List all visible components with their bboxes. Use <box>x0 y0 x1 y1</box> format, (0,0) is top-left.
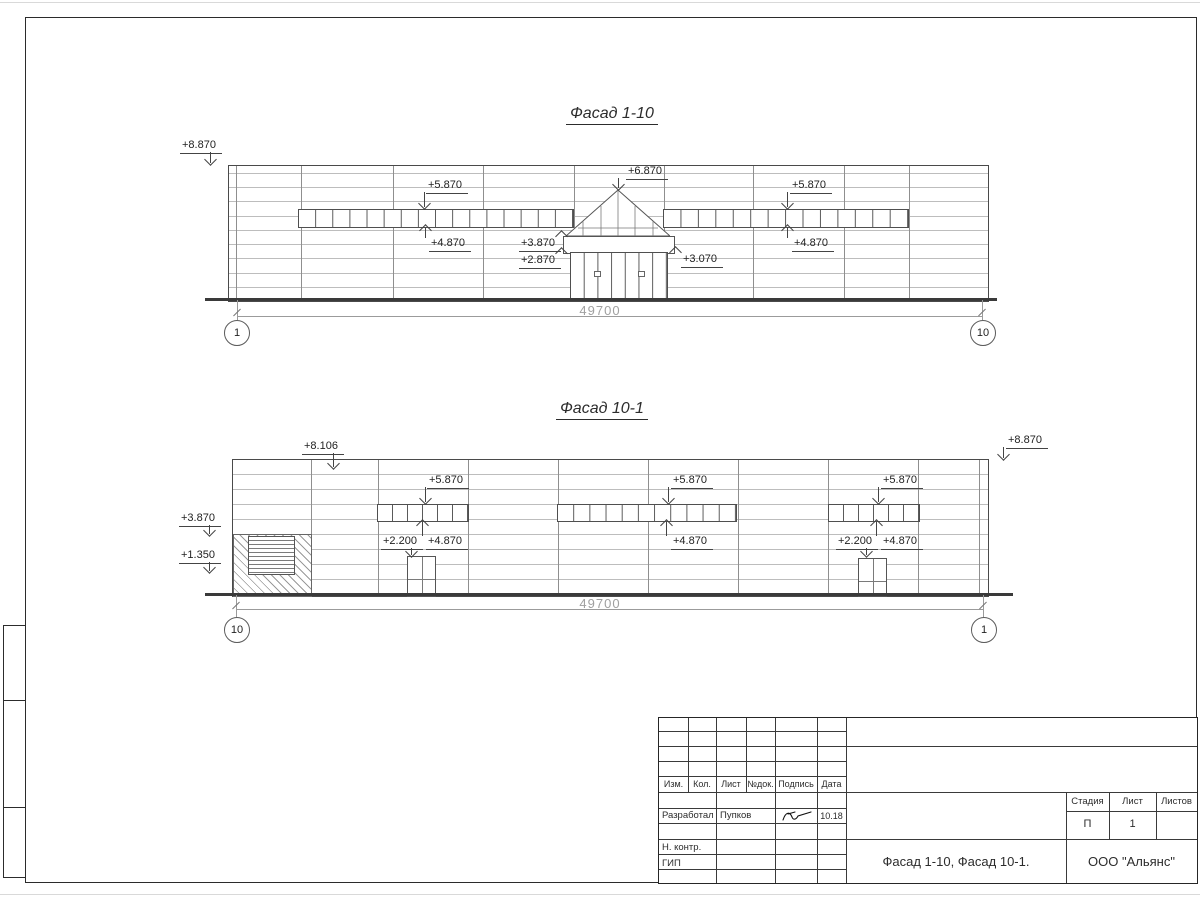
grid-bubble-10: 10 <box>224 617 250 643</box>
column-line <box>828 460 829 596</box>
tb-line <box>817 718 818 883</box>
column-line <box>979 460 980 596</box>
side-door <box>407 556 436 597</box>
column-line <box>301 166 302 301</box>
tb-line <box>659 869 846 870</box>
tb-sheets-label: Листов <box>1161 796 1192 807</box>
tb-name-developed: Пупков <box>720 810 752 821</box>
column-line <box>753 166 754 301</box>
elevation-mark: +5.870 <box>790 180 832 194</box>
elevation-mark: +2.200 <box>381 536 423 550</box>
tb-company: ООО "Альянс" <box>1088 853 1175 869</box>
grid-bubble-10: 10 <box>970 320 996 346</box>
tb-stage-label: Стадия <box>1071 796 1104 807</box>
ground-line <box>205 298 997 301</box>
elevation-mark: +4.870 <box>429 238 471 252</box>
entrance-pyramid-roof <box>566 188 670 238</box>
tb-doc-title: Фасад 1-10, Фасад 10-1. <box>882 853 1030 869</box>
elevation-mark: +5.870 <box>426 180 468 194</box>
elevation-mark: +5.870 <box>881 475 923 489</box>
side-stamp-line <box>3 877 25 878</box>
tb-date-developed: 10.18 <box>820 811 843 821</box>
tb-role-ncontr: Н. контр. <box>662 842 702 853</box>
entrance-glazing <box>570 252 668 301</box>
title-block <box>658 717 1198 884</box>
tb-line <box>1066 811 1197 812</box>
tb-line <box>659 731 846 732</box>
column-line <box>738 460 739 596</box>
tb-line <box>716 718 717 883</box>
elevation-mark: +4.870 <box>792 238 834 252</box>
tb-line <box>659 792 1197 793</box>
tb-line <box>775 718 776 883</box>
column-line <box>378 460 379 596</box>
column-line <box>909 166 910 301</box>
grid-bubble-1: 1 <box>224 320 250 346</box>
tb-line <box>659 746 1197 747</box>
elevation-mark: +5.870 <box>671 475 713 489</box>
door-handle <box>638 271 645 277</box>
column-line <box>558 460 559 596</box>
elevation-mark: +6.870 <box>626 166 668 180</box>
elevation-mark: +3.870 <box>519 238 561 252</box>
tb-header-list: Лист <box>721 779 741 789</box>
tb-line <box>659 761 846 762</box>
elevation-mark: +1.350 <box>179 550 221 564</box>
column-line <box>236 166 237 301</box>
side-stamp-line <box>3 807 25 808</box>
dimension-text: 49700 <box>579 303 621 318</box>
side-stamp-line <box>3 625 4 877</box>
louver-grille <box>248 536 295 575</box>
tb-stage-value: П <box>1083 818 1092 830</box>
tb-role-gip: ГИП <box>662 858 681 869</box>
side-stamp-line <box>3 700 25 701</box>
elevation-mark: +4.870 <box>881 536 923 550</box>
paper-edge-bottom <box>0 894 1200 895</box>
elevation-mark: +2.870 <box>519 255 561 269</box>
column-line <box>648 460 649 596</box>
panel-seam-line <box>229 173 988 174</box>
window-band <box>298 209 574 228</box>
column-line <box>844 166 845 301</box>
side-door <box>858 558 887 597</box>
column-line <box>483 166 484 301</box>
elevation-mark: +8.106 <box>302 441 344 455</box>
tb-header-kol: Кол. <box>693 779 711 789</box>
door-handle <box>594 271 601 277</box>
tb-role-developed: Разработал <box>662 810 714 821</box>
elevation-mark: +8.870 <box>180 140 222 154</box>
tb-header-data: Дата <box>821 779 842 789</box>
elevation-mark: +2.200 <box>836 536 878 550</box>
side-stamp-line <box>3 625 25 626</box>
elevation-mark: +4.870 <box>426 536 468 550</box>
dimension-text: 49700 <box>579 596 621 611</box>
window-band <box>557 504 737 522</box>
panel-seam-line <box>233 474 988 475</box>
grid-bubble-1: 1 <box>971 617 997 643</box>
tb-sheet-label: Лист <box>1122 796 1143 807</box>
tb-header-podpis: Подпись <box>778 779 814 789</box>
facade-1-10-title: Фасад 1-10 <box>492 105 732 123</box>
tb-sheet-value: 1 <box>1129 818 1136 830</box>
tb-header-izm: Изм. <box>663 779 684 789</box>
signature-scribble <box>779 809 815 823</box>
column-line <box>393 166 394 301</box>
elevation-mark: +3.870 <box>179 513 221 527</box>
elevation-mark: +3.070 <box>681 254 723 268</box>
elevation-mark: +5.870 <box>427 475 469 489</box>
tb-header-ndok: №док. <box>747 779 774 789</box>
paper-edge-top <box>0 2 1200 3</box>
elevation-mark: +4.870 <box>671 536 713 550</box>
facade-10-1-title: Фасад 10-1 <box>482 400 722 418</box>
elevation-mark: +8.870 <box>1006 435 1048 449</box>
